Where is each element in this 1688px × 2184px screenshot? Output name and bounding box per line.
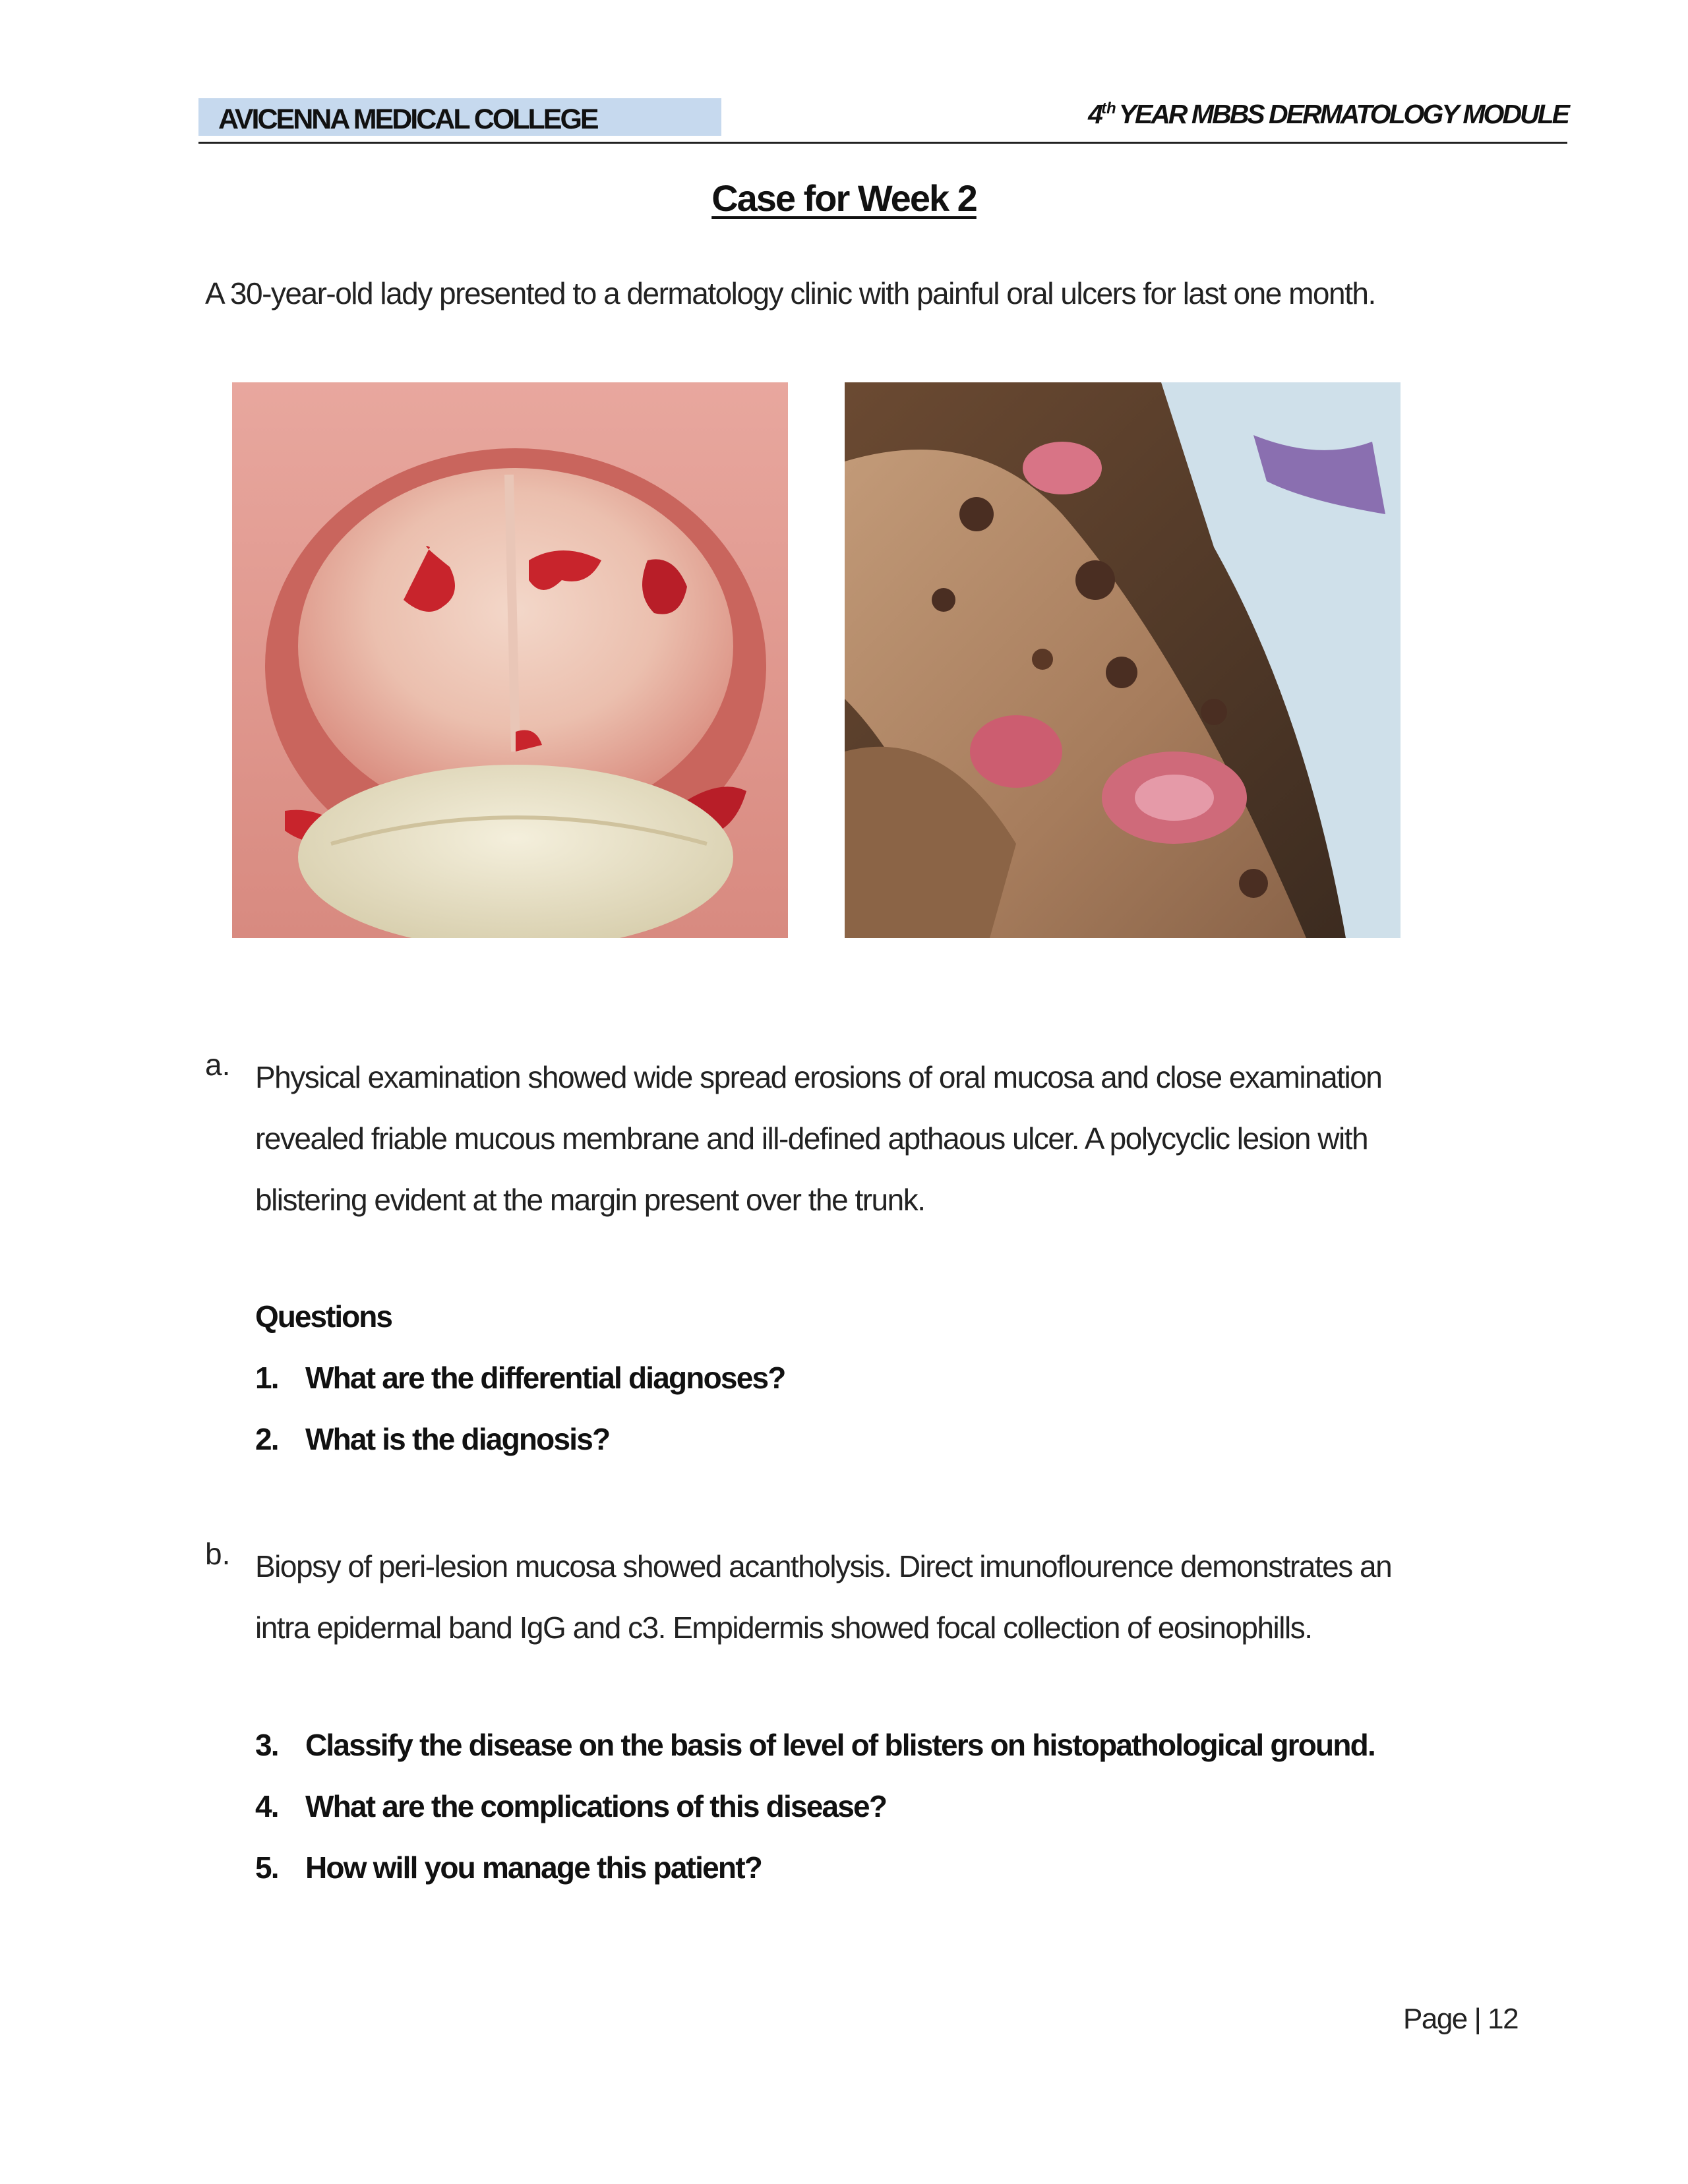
module-title bbox=[1088, 99, 1568, 130]
question-number: 3. bbox=[255, 1728, 278, 1762]
college-name: AVICENNA MEDICAL COLLEGE bbox=[218, 103, 597, 135]
question-item bbox=[255, 1727, 1508, 1788]
question-item bbox=[255, 1788, 1508, 1850]
section-b-text bbox=[255, 1536, 1508, 1659]
section-a-line: revealed friable mucous membrane and ill-defined apthaous ulcer. A polycyclic lesion with bbox=[255, 1121, 1368, 1156]
page-label: Page | bbox=[1403, 2003, 1488, 2035]
section-b-marker: b. bbox=[205, 1537, 231, 1571]
skin-photo-illustration bbox=[845, 382, 1401, 938]
questions-list-b bbox=[255, 1727, 1508, 1911]
question-number: 5. bbox=[255, 1850, 278, 1885]
question-text: How will you manage this patient? bbox=[305, 1850, 762, 1885]
oral-ulcers-photo bbox=[232, 382, 788, 938]
question-item bbox=[255, 1360, 1508, 1421]
page-title bbox=[0, 177, 1688, 220]
question-item bbox=[255, 1850, 1508, 1911]
question-text: What are the differential diagnoses? bbox=[305, 1361, 785, 1395]
module-ordinal-suffix: th bbox=[1100, 100, 1116, 118]
module-name: YEAR MBBS DERMATOLOGY MODULE bbox=[1118, 99, 1568, 129]
page-number bbox=[1403, 2003, 1518, 2036]
case-title-text: Case for Week 2 bbox=[711, 177, 977, 219]
section-a-line: Physical examination showed wide spread erosions of oral mucosa and close examination bbox=[255, 1060, 1382, 1094]
section-a-line: blistering evident at the margin present over the trunk. bbox=[255, 1183, 925, 1217]
question-text: What are the complications of this disease? bbox=[305, 1789, 887, 1823]
module-ordinal: 4 bbox=[1088, 99, 1101, 129]
header-divider bbox=[198, 142, 1567, 144]
oral-photo-illustration bbox=[232, 382, 788, 938]
case-intro: A 30-year-old lady presented to a dermatology clinic with painful oral ulcers for last one month. bbox=[205, 276, 1375, 310]
question-number: 1. bbox=[255, 1361, 278, 1395]
question-text: Classify the disease on the basis of level of blisters on histopathological ground. bbox=[305, 1728, 1375, 1762]
skin-lesions-photo bbox=[845, 382, 1401, 938]
questions-list-a bbox=[255, 1360, 1508, 1483]
question-text: What is the diagnosis? bbox=[305, 1422, 610, 1456]
section-a-marker: a. bbox=[205, 1048, 231, 1082]
questions-heading: Questions bbox=[255, 1299, 392, 1334]
page-number-value: 12 bbox=[1488, 2003, 1519, 2035]
question-item bbox=[255, 1421, 1508, 1483]
question-number: 2. bbox=[255, 1422, 278, 1456]
section-b-line: intra epidermal band IgG and c3. Empidermis showed focal collection of eosinophills. bbox=[255, 1610, 1312, 1645]
section-b-line: Biopsy of peri-lesion mucosa showed acantholysis. Direct imunoflourence demonstrates an bbox=[255, 1549, 1392, 1583]
section-a-text bbox=[255, 1047, 1508, 1231]
question-number: 4. bbox=[255, 1789, 278, 1823]
college-name-banner bbox=[198, 98, 721, 136]
